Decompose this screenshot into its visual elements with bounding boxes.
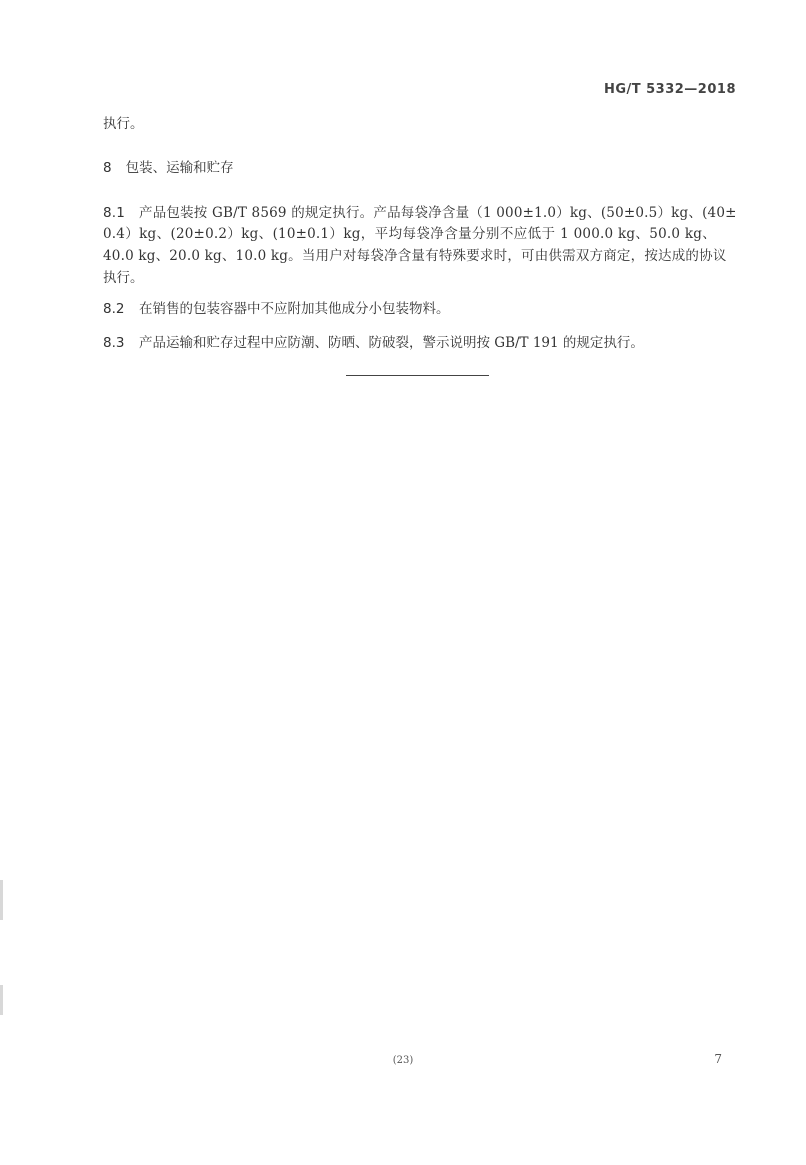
clause-8-1-line-4: 执行。 bbox=[103, 270, 144, 286]
clause-8-1-line-3: 40.0 kg、20.0 kg、10.0 kg。当用户对每袋净含量有特殊要求时，可由供需双方商定，按达成的协议 bbox=[103, 248, 727, 264]
clause-text: 产品包装按 GB/T 8569 的规定执行。产品每袋净含量（1 000±1.0）kg、(50±0.5）kg、(40± bbox=[139, 205, 737, 221]
clause-number: 8.2 bbox=[103, 301, 125, 317]
clause-8-1-line-1 bbox=[103, 203, 737, 223]
section-number: 8 bbox=[103, 160, 112, 176]
clause-8-2 bbox=[103, 299, 450, 319]
clause-number: 8.3 bbox=[103, 335, 125, 351]
page-number: 7 bbox=[714, 1052, 722, 1066]
clause-text: 在销售的包装容器中不应附加其他成分小包装物料。 bbox=[139, 301, 450, 317]
clause-text: 产品运输和贮存过程中应防潮、防晒、防破裂，警示说明按 GB/T 191 的规定执行。 bbox=[139, 335, 644, 351]
section-title: 包装、运输和贮存 bbox=[125, 160, 234, 176]
clause-8-3 bbox=[103, 333, 644, 353]
scan-edge-mark bbox=[0, 985, 3, 1015]
scan-edge-mark bbox=[0, 880, 3, 920]
section-heading bbox=[103, 158, 234, 178]
carryover-text: 执行。 bbox=[103, 116, 144, 132]
end-of-text-rule bbox=[346, 375, 489, 376]
clause-8-1-line-2: 0.4）kg、(20±0.2）kg、(10±0.1）kg，平均每袋净含量分别不应低于 1 000.0 kg、50.0 kg、 bbox=[103, 226, 716, 242]
clause-number: 8.1 bbox=[103, 205, 126, 221]
standard-code: HG/T 5332—2018 bbox=[603, 82, 736, 97]
footer-sequence: (23) bbox=[392, 1055, 414, 1066]
